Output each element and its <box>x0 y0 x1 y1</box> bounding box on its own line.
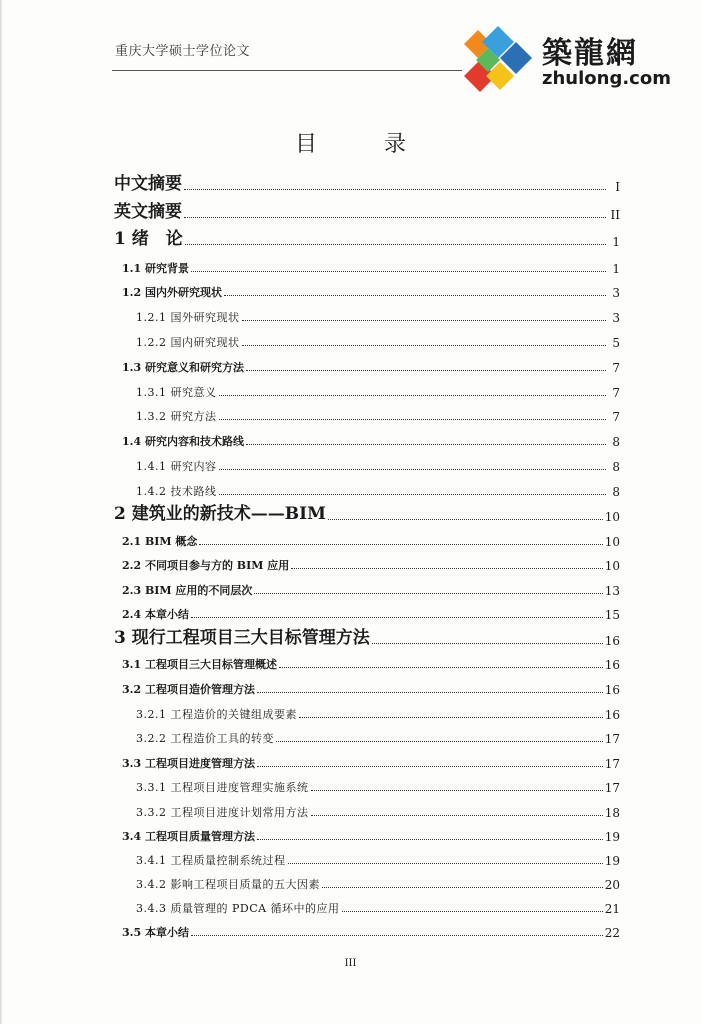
toc-entry-title: 1.2.2 国内研究现状 <box>136 336 240 349</box>
logo-english-text: zhulong.com <box>542 68 671 89</box>
toc-entry <box>112 626 620 648</box>
toc-entry-page: 16 <box>604 683 620 697</box>
toc-entry-title: 3.2.1 工程造价的关键组成要素 <box>136 708 297 721</box>
toc-entry <box>112 798 620 820</box>
toc-entry <box>112 675 620 697</box>
toc-entry-page: 18 <box>604 806 620 820</box>
toc-entry <box>112 600 620 622</box>
toc-leader-dots <box>191 271 606 272</box>
toc-entry-title: 中文摘要 <box>114 174 182 194</box>
toc-entry-page: 21 <box>604 902 620 916</box>
toc-entry-page: 17 <box>604 781 620 795</box>
toc-entry-page: 3 <box>612 311 620 325</box>
toc-entry-page: 7 <box>612 410 620 424</box>
toc-entry-title: 3 现行工程项目三大目标管理方法 <box>114 628 370 648</box>
toc-entry <box>112 477 620 499</box>
toc-entry-page: 17 <box>604 732 620 746</box>
toc-leader-dots <box>185 244 606 245</box>
toc-leader-dots <box>219 419 607 420</box>
toc-leader-dots <box>311 815 603 816</box>
toc-entry <box>112 378 620 400</box>
toc-entry-page: II <box>610 208 620 222</box>
logo-chinese-text: 築龍網 <box>542 36 638 71</box>
toc-entry-page: 19 <box>604 854 620 868</box>
toc-entry-page: 8 <box>612 435 620 449</box>
page-number: III <box>344 958 357 969</box>
toc-entry <box>112 303 620 325</box>
toc-entry-page: 1 <box>612 262 620 276</box>
toc-entry <box>112 773 620 795</box>
toc-entry <box>112 870 620 892</box>
toc-title: 目 录 <box>295 132 436 157</box>
toc-leader-dots <box>184 189 606 190</box>
toc-entry-title: 1.4.2 技术路线 <box>136 485 217 498</box>
toc-entry-page: 20 <box>604 878 620 892</box>
toc-entry-title: 2.2 不同项目参与方的 BIM 应用 <box>122 559 290 572</box>
toc-entry-page: 8 <box>612 485 620 499</box>
toc-entry <box>112 918 620 940</box>
logo-mark-icon <box>458 22 538 96</box>
toc-leader-dots <box>219 469 607 470</box>
toc-entry <box>112 427 620 449</box>
toc-entry <box>112 700 620 722</box>
toc-leader-dots <box>224 295 606 296</box>
toc-leader-dots <box>242 320 607 321</box>
toc-leader-dots <box>199 544 602 545</box>
header-rule <box>112 70 462 71</box>
toc-leader-dots <box>257 839 603 840</box>
toc-entry <box>112 502 620 524</box>
toc-entry <box>112 227 620 249</box>
toc-entry-title: 3.2 工程项目造价管理方法 <box>122 683 255 696</box>
toc-entry-page: 8 <box>612 460 620 474</box>
toc-entry-title: 3.4.2 影响工程项目质量的五大因素 <box>136 878 320 891</box>
toc-entry-page: I <box>615 180 620 194</box>
toc-entry-page: 7 <box>612 361 620 375</box>
toc-entry-title: 英文摘要 <box>114 202 182 222</box>
toc-entry-page: 5 <box>612 336 620 350</box>
toc-entry-title: 1.2.1 国外研究现状 <box>136 311 240 324</box>
toc-leader-dots <box>291 568 602 569</box>
toc-entry-page: 15 <box>604 608 620 622</box>
toc-leader-dots <box>311 790 603 791</box>
toc-leader-dots <box>288 863 603 864</box>
toc-entry <box>112 894 620 916</box>
toc-entry-title: 3.1 工程项目三大目标管理概述 <box>122 658 277 671</box>
toc-entry-title: 1.4.1 研究内容 <box>136 460 217 473</box>
toc-entry-title: 3.3.2 工程项目进度计划常用方法 <box>136 806 309 819</box>
toc-leader-dots <box>322 887 603 888</box>
toc-leader-dots <box>246 444 606 445</box>
toc-entry-page: 10 <box>604 559 620 573</box>
toc-entry <box>112 822 620 844</box>
toc-entry-page: 7 <box>612 386 620 400</box>
toc-entry <box>112 724 620 746</box>
toc-entry <box>112 402 620 424</box>
toc-leader-dots <box>372 643 603 644</box>
toc-leader-dots <box>276 741 603 742</box>
toc-leader-dots <box>254 593 602 594</box>
toc-entry-title: 2 建筑业的新技术——BIM <box>114 504 326 524</box>
toc-entry-page: 16 <box>604 634 620 648</box>
toc-leader-dots <box>219 395 607 396</box>
toc-entry-title: 3.4.3 质量管理的 PDCA 循环中的应用 <box>136 902 340 915</box>
toc-entry-title: 3.3 工程项目进度管理方法 <box>122 757 255 770</box>
toc-entry <box>112 576 620 598</box>
toc-leader-dots <box>257 766 603 767</box>
toc-entry <box>112 353 620 375</box>
toc-leader-dots <box>219 494 607 495</box>
running-header <box>115 40 455 59</box>
toc-entry <box>112 254 620 276</box>
toc-entry-page: 17 <box>604 757 620 771</box>
toc-entry-page: 16 <box>604 658 620 672</box>
toc-entry-title: 1.3.1 研究意义 <box>136 386 217 399</box>
toc-leader-dots <box>191 935 603 936</box>
toc-entry <box>112 650 620 672</box>
toc-entry-title: 2.3 BIM 应用的不同层次 <box>122 584 253 597</box>
toc-entry <box>112 452 620 474</box>
toc-entry <box>112 278 620 300</box>
toc-entry-title: 3.4 工程项目质量管理方法 <box>122 830 255 843</box>
toc-entry <box>112 551 620 573</box>
toc-leader-dots <box>184 217 606 218</box>
toc-entry-title: 2.4 本章小结 <box>122 608 189 621</box>
toc-entry <box>112 328 620 350</box>
toc-entry-page: 13 <box>604 584 620 598</box>
toc-entry-title: 1.1 研究背景 <box>122 262 189 275</box>
toc-entry-title: 3.5 本章小结 <box>122 926 189 939</box>
toc-entry-title: 1 绪 论 <box>114 229 183 249</box>
toc-entry <box>112 846 620 868</box>
toc-entry-title: 3.2.2 工程造价工具的转变 <box>136 732 274 745</box>
toc-entry <box>112 527 620 549</box>
zhulong-logo <box>458 22 670 96</box>
toc-entry-page: 19 <box>604 830 620 844</box>
toc-entry-title: 3.4.1 工程质量控制系统过程 <box>136 854 286 867</box>
toc-entry <box>112 172 620 194</box>
toc-entry-page: 3 <box>612 286 620 300</box>
toc-leader-dots <box>191 617 603 618</box>
toc-leader-dots <box>246 370 606 371</box>
toc-entry <box>112 749 620 771</box>
toc-entry-title: 1.4 研究内容和技术路线 <box>122 435 244 448</box>
toc-entry-page: 16 <box>604 708 620 722</box>
toc-entry-title: 1.3 研究意义和研究方法 <box>122 361 244 374</box>
toc-entry <box>112 200 620 222</box>
toc-entry-page: 22 <box>604 926 620 940</box>
toc-entry-title: 3.3.1 工程项目进度管理实施系统 <box>136 781 309 794</box>
toc-entry-page: 10 <box>604 510 620 524</box>
toc-leader-dots <box>242 345 607 346</box>
toc-entry-page: 10 <box>604 535 620 549</box>
toc-entry-title: 1.3.2 研究方法 <box>136 410 217 423</box>
toc-leader-dots <box>299 717 603 718</box>
toc-leader-dots <box>328 519 603 520</box>
toc-leader-dots <box>279 667 603 668</box>
toc-entry-title: 2.1 BIM 概念 <box>122 535 198 548</box>
toc-leader-dots <box>257 692 603 693</box>
header-title: 重庆大学硕士学位论文 <box>115 44 251 59</box>
toc-leader-dots <box>342 911 603 912</box>
toc-entry-page: 1 <box>612 235 620 249</box>
toc-entry-title: 1.2 国内外研究现状 <box>122 286 222 299</box>
